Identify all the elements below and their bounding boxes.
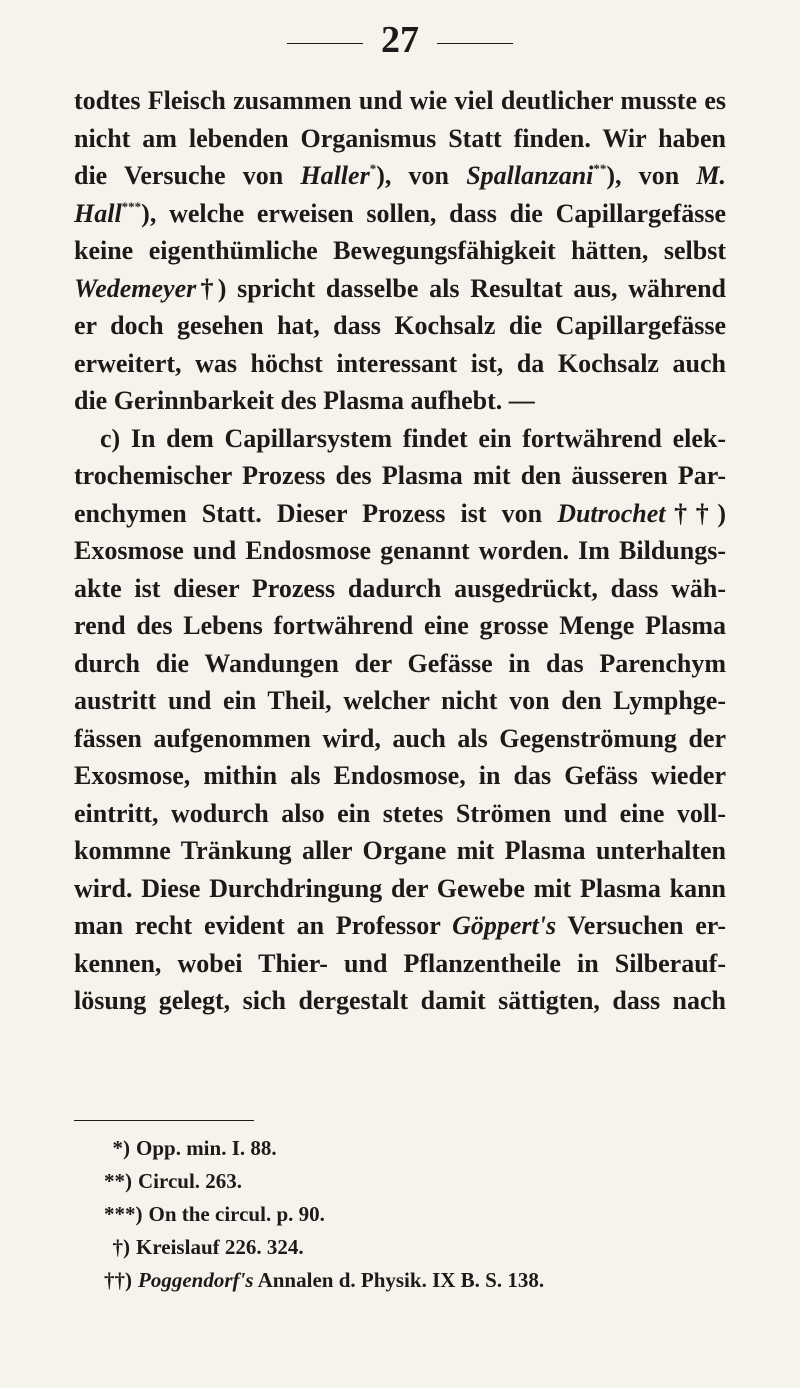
page-number: 27 [381, 19, 419, 61]
footnote-mark: **) [104, 1169, 132, 1193]
main-text [74, 82, 726, 1020]
footnote-ref: ** [593, 161, 607, 176]
text-line: c) In dem Capillarsystem findet ein fortwährend elek- [100, 423, 726, 453]
footnote-ref: * [369, 161, 377, 176]
header-rule-left [287, 43, 363, 44]
author-name: Spallanzani [466, 161, 594, 190]
footnote-text: Opp. min. I. 88. [136, 1136, 277, 1160]
text-line: keine eigenthümliche Bewegungsfähigkeit hätten, selbst [74, 236, 726, 265]
text-line: Hall***), welche erweisen sollen, dass die Capillargefässe [74, 198, 726, 228]
text-line: nicht am lebenden Organismus Statt finden. Wir haben [74, 123, 726, 153]
footnotes [104, 1132, 744, 1297]
footnote-mark: ***) [104, 1202, 143, 1226]
header-rule-right [437, 43, 513, 44]
footnote-mark: †) [112, 1235, 130, 1259]
text-line: kennen, wobei Thier- und Pflanzentheile in Silberauf- [74, 948, 726, 978]
footnote-text: Poggendorf's [138, 1268, 254, 1292]
author-name: Göppert's [452, 911, 557, 940]
text-line: wird. Diese Durchdringung der Gewebe mit Plasma kann [74, 873, 726, 903]
footnote [104, 1231, 744, 1264]
author-name: Dutrochet [557, 498, 666, 528]
footnote-text: Kreislauf 226. 324. [136, 1235, 304, 1259]
author-name: Haller [300, 161, 370, 190]
text-line: rend des Lebens fortwährend eine grosse Menge Plasma [74, 611, 726, 640]
footnote-text: Circul. 263. [138, 1169, 243, 1193]
text-line: Exosmose und Endosmose genannt worden. Im Bildungs- [74, 536, 726, 565]
footnote [104, 1264, 744, 1297]
footnote [104, 1132, 744, 1165]
text-line: erweitert, was höchst interessant ist, da Kochsalz auch [74, 348, 726, 378]
footnote [104, 1165, 744, 1198]
text-line: trochemischer Prozess des Plasma mit den äusseren Par- [74, 461, 726, 490]
text-line: kommne Tränkung aller Organe mit Plasma unterhalten [74, 836, 726, 865]
footnote-mark: ††) [104, 1268, 132, 1292]
text-line: die Gerinnbarkeit des Plasma aufhebt. — [74, 386, 535, 415]
text-line: er doch gesehen hat, dass Kochsalz die Capillargefässe [74, 311, 726, 340]
text-line: man recht evident an Professor Göppert's Versuchen er- [74, 911, 726, 940]
footnote [104, 1198, 744, 1231]
text-line: eintritt, wodurch also ein stetes Strömen und eine voll- [74, 798, 726, 828]
page-header [0, 18, 800, 62]
footnote-text: Annalen d. Physik. IX B. S. 138. [253, 1268, 545, 1292]
author-name: Hall [74, 198, 122, 228]
text-line: Exosmose, mithin als Endosmose, in das Gefäss wieder [74, 761, 726, 790]
author-name: M. [696, 161, 726, 190]
text-line: die Versuche von Haller*), von Spallanzani**), von M. [74, 161, 726, 190]
text-line: durch die Wandungen der Gefässe in das Parenchym [74, 648, 726, 678]
author-name: Wedemeyer [74, 273, 197, 303]
text-line: todtes Fleisch zusammen und wie viel deutlicher musste es [74, 86, 726, 115]
footnote-mark: *) [112, 1136, 130, 1160]
text-line: enchymen Statt. Dieser Prozess ist von Dutrochet††) [74, 498, 726, 528]
text-line: akte ist dieser Prozess dadurch ausgedrückt, dass wäh- [74, 573, 726, 603]
footnote-ref: *** [121, 198, 142, 214]
footnote-divider [74, 1120, 254, 1121]
footnote-text: On the circul. p. 90. [148, 1202, 325, 1226]
text-line: austritt und ein Theil, welcher nicht von den Lymphge- [74, 686, 726, 715]
text-line: Wedemeyer†) spricht dasselbe als Resultat aus, während [74, 273, 726, 303]
text-line: lösung gelegt, sich dergestalt damit sättigten, dass nach [74, 986, 726, 1015]
text-line: fässen aufgenommen wird, auch als Gegenströmung der [74, 723, 726, 753]
